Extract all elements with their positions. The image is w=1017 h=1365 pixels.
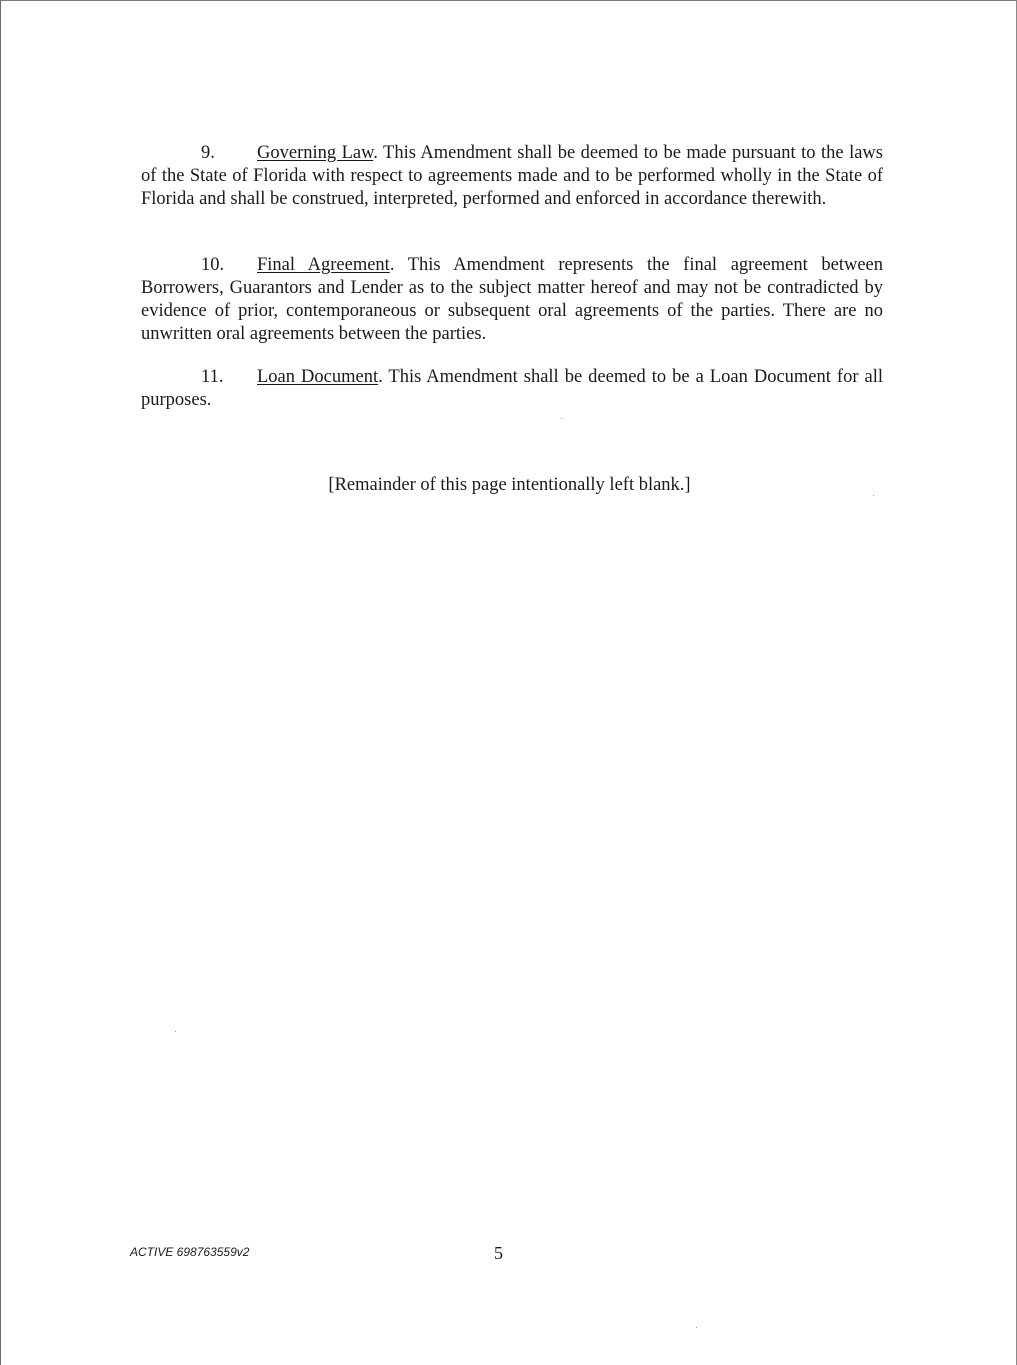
section-text: . This Amendment represents the final agreement between Borrowers, Guarantors and Lender as to the subject matter hereof and may not be contradicted by evidence of prior, contemporaneous or subsequent oral agreements of the parties. There are no unwritten oral agreements between the parties. <box>141 255 883 344</box>
section-text: . This Amendment shall be deemed to be made pursuant to the laws of the State of Florida with respect to agreements made and to be performed wholly in the State of Florida and shall be construed, interpreted, performed and enforced in accordance therewith. <box>141 143 883 209</box>
section-number: 11. <box>201 367 224 387</box>
section-final-agreement <box>141 254 883 346</box>
section-text: . This Amendment shall be deemed to be a Loan Document for all purposes. <box>141 367 883 410</box>
section-governing-law <box>141 142 883 211</box>
scan-speck <box>561 418 562 419</box>
scan-speck <box>873 495 874 496</box>
section-number: 9. <box>201 143 215 163</box>
section-heading: Final Agreement <box>257 255 390 275</box>
section-loan-document <box>141 366 883 412</box>
section-heading: Governing Law <box>257 143 374 163</box>
page-number: 5 <box>494 1243 503 1263</box>
section-number: 10. <box>201 255 225 275</box>
scan-speck <box>696 1327 697 1328</box>
section-heading: Loan Document <box>257 367 379 387</box>
document-id: ACTIVE 698763559v2 <box>130 1245 250 1259</box>
scan-speck <box>175 1031 176 1032</box>
remainder-note: [Remainder of this page intentionally left blank.] <box>328 475 691 495</box>
